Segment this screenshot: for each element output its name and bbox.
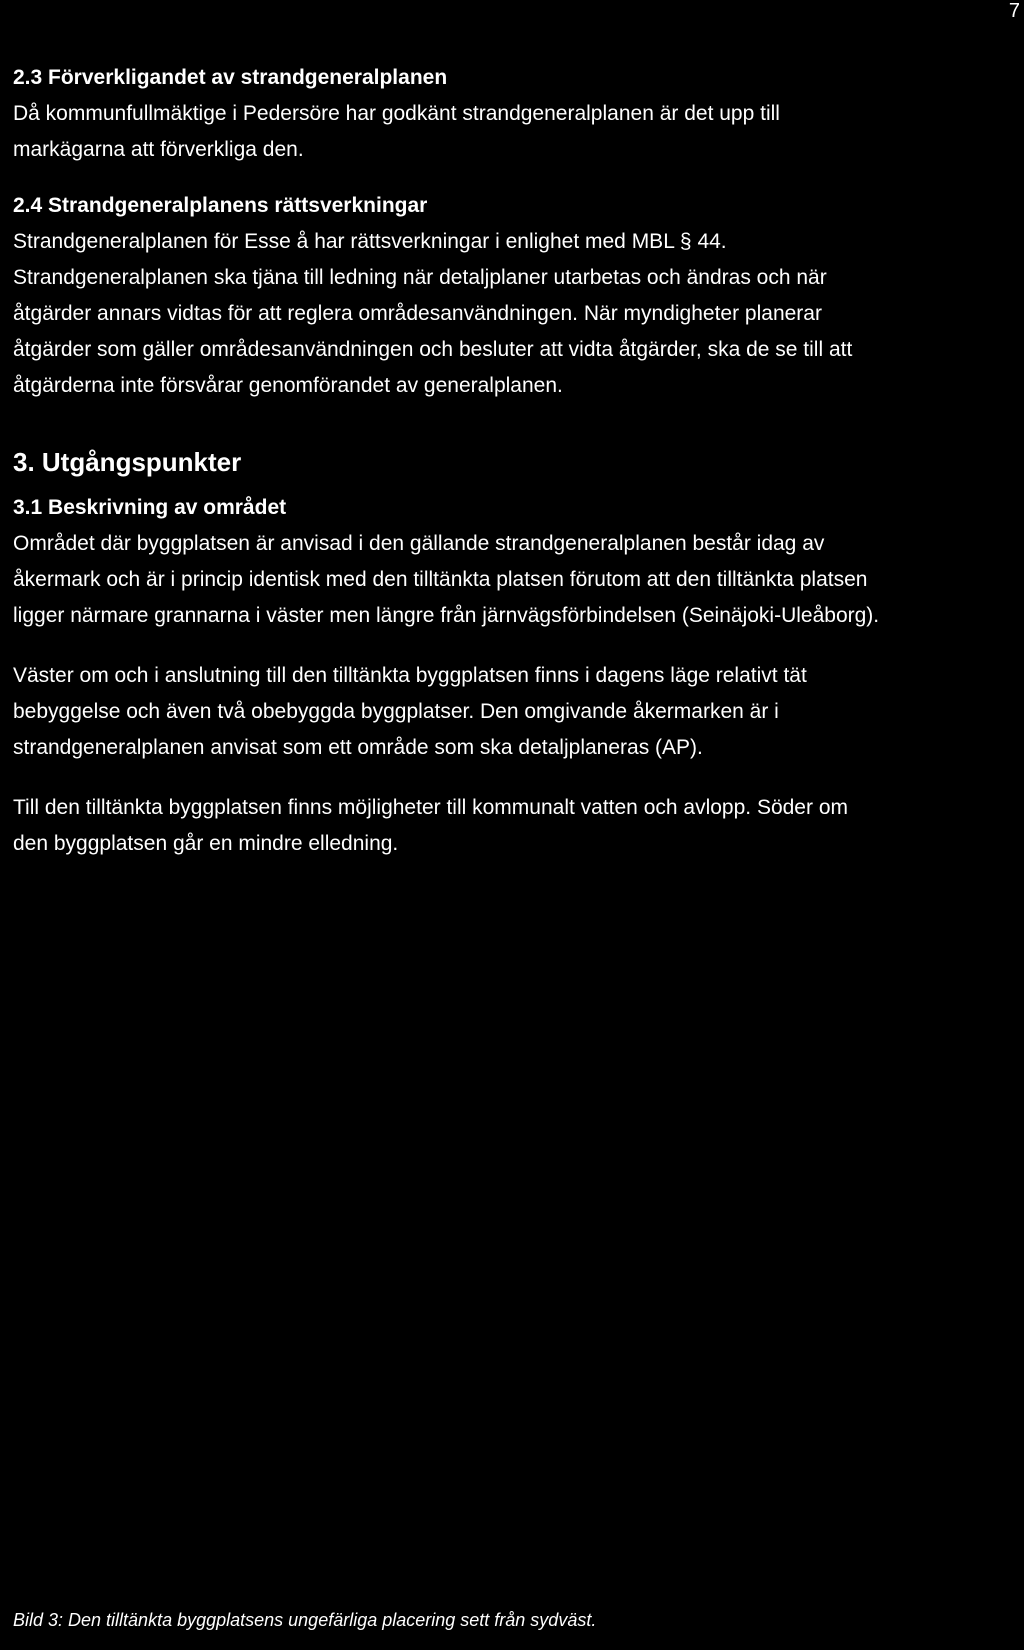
section-2-3-heading: 2.3 Förverkligandet av strandgeneralplanen (13, 66, 448, 89)
section-2-4-heading: 2.4 Strandgeneralplanens rättsverkningar (13, 194, 428, 217)
section-3-1-heading: 3.1 Beskrivning av området (13, 496, 287, 519)
section-2-4-line: Strandgeneralplanen ska tjäna till ledning när detaljplaner utarbetas och ändras och när (13, 266, 827, 289)
section-3-1-p3-line: den byggplatsen går en mindre elledning. (13, 832, 399, 855)
section-3-1-p2-line: bebyggelse och även två obebyggda byggplatser. Den omgivande åkermarken är i (13, 700, 779, 723)
document-body (13, 60, 1003, 862)
section-2-3-line: markägarna att förverkliga den. (13, 138, 304, 161)
section-3-1-p1-line: Området där byggplatsen är anvisad i den gällande strandgeneralplanen består idag av (13, 532, 825, 555)
section-3-1-p2-line: Väster om och i anslutning till den tilltänkta byggplatsen finns i dagens läge relativt tät (13, 664, 807, 687)
section-2-3-line: Då kommunfullmäktige i Pedersöre har godkänt strandgeneralplanen är det upp till (13, 102, 780, 125)
section-3-1-p3-line: Till den tilltänkta byggplatsen finns möjligheter till kommunalt vatten och avlopp. Söder om (13, 796, 848, 819)
section-2-4-line: åtgärder som gäller områdesanvändningen och besluter att vidta åtgärder, ska de se till att (13, 338, 853, 361)
section-3-1-p1-line: ligger närmare grannarna i väster men längre från järnvägsförbindelsen (Seinäjoki-Uleåborg). (13, 604, 880, 627)
section-2-4-line: åtgärderna inte försvårar genomförandet av generalplanen. (13, 374, 563, 397)
section-2-4-line: Strandgeneralplanen för Esse å har rättsverkningar i enlighet med MBL § 44. (13, 230, 727, 253)
section-2-4-line: åtgärder annars vidtas för att reglera områdesanvändningen. När myndigheter planerar (13, 302, 822, 325)
figure-caption: Bild 3: Den tilltänkta byggplatsens ungefärliga placering sett från sydväst. (13, 1610, 597, 1630)
section-3-heading: 3. Utgångspunkter (13, 447, 242, 477)
section-3-1-p1-line: åkermark och är i princip identisk med den tilltänkta platsen förutom att den tilltänkta platsen (13, 568, 868, 591)
page-number: 7 (1008, 0, 1020, 22)
section-3-1-p2-line: strandgeneralplanen anvisat som ett område som ska detaljplaneras (AP). (13, 736, 703, 759)
